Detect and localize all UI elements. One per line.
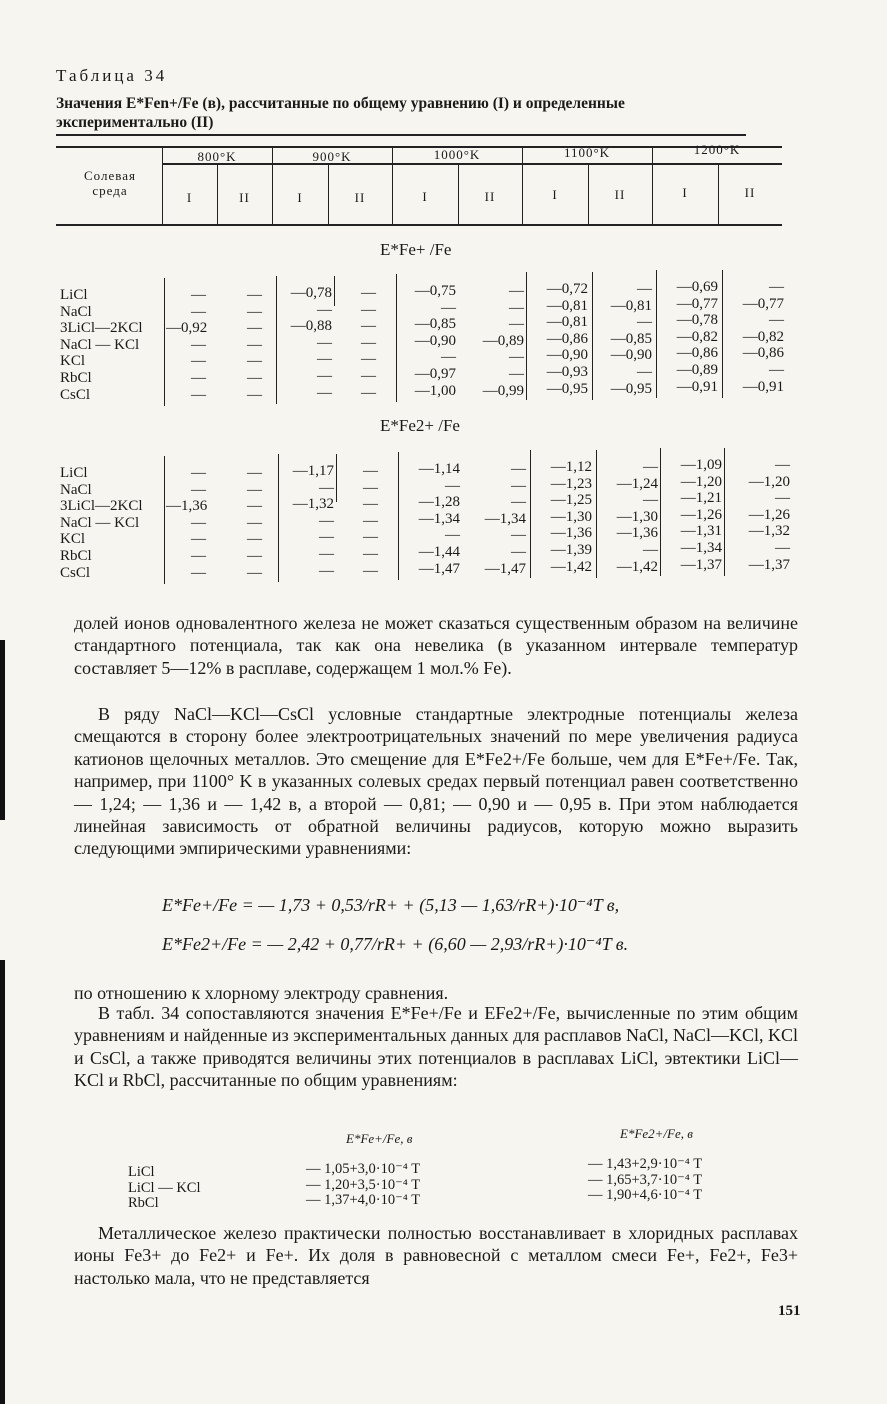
block-equations-fe-plus: — 1,05+3,0·10⁻⁴ T — 1,20+3,5·10⁻⁴ T — 1,37+4,0·10⁻⁴ T — [306, 1161, 421, 1208]
table-title-line: Значения E*Fen+/Fe (в), рассчитанные по общему уравнению (I) и определенные — [56, 95, 625, 112]
scan-edge-shadow — [0, 960, 5, 1404]
value-column: — — —0,92 — — — — — [166, 287, 208, 403]
block-salt-list: LiCl LiCl — KCl RbCl — [128, 1164, 201, 1211]
value-column: —1,12 —1,23 —1,25 —1,30 —1,36 —1,39 —1,42 — [550, 459, 592, 575]
header-line: среда — [92, 183, 128, 198]
header-line: Солевая — [84, 168, 136, 183]
value-column: — —1,20 — —1,26 —1,32 — —1,37 — [748, 457, 790, 573]
scan-edge-shadow — [0, 640, 5, 820]
method-ii-header: II — [484, 189, 496, 204]
page-number: 151 — [778, 1303, 801, 1319]
temp-header: 800°K — [197, 149, 237, 164]
table-rule-header-bottom — [56, 224, 782, 226]
value-column: —0,69 —0,77 —0,78 —0,82 —0,86 —0,89 —0,91 — [676, 279, 718, 395]
salt-list: LiCl NaCl 3LiCl—2KCl NaCl — KCl KCl RbCl CsCl — [60, 287, 143, 403]
block-header-fe2-plus: E*Fe2+/Fe, в — [620, 1126, 693, 1141]
paragraph: В ряду NaCl—KCl—CsCl условные стандартные электродные потенциалы железа смещаются в сторону более электроотрицательных значений по мере увеличения радиуса катионов щелочных металлов. Это смещение для E*Fe2+/Fe больше, чем для E*Fe+/Fe. Так, например, при 1100° K в указанных солевых средах первый потенциал равен соответственно — 1,24; — 1,36 и — 1,42 в, а второй — 0,81; — 0,90 и — 0,95 в. При этом наблюдается линейная зависимость от обратной величины радиусов, которую можно выразить следующими эмпирическими уравнениями: — [74, 704, 798, 859]
value-column: — — — —0,89 — — —0,99 — [482, 283, 524, 399]
method-i-header: I — [186, 190, 193, 205]
salt-column-header — [62, 168, 158, 198]
method-ii-header: II — [744, 185, 756, 200]
paragraph: В табл. 34 сопоставляются значения E*Fe+/Fe и EFe2+/Fe, вычисленные по этим общим уравнениям и найденные из экспериментальных данных для расплавов NaCl, NaCl—KCl, KCl и CsCl, а также приводятся величины этих потенциалов в расплавах LiCl, эвтектики LiCl—KCl и RbCl, рассчитанные по общим уравнениям: — [74, 1003, 798, 1091]
value-column: — — — — — — — — [247, 287, 262, 403]
value-column: — — — —1,34 — — —1,47 — [484, 461, 526, 577]
value-column: — —1,24 — —1,30 —1,36 — —1,42 — [616, 459, 658, 575]
equation-fe2-plus: E*Fe2+/Fe = — 2,42 + 0,77/rR+ + (6,60 — 2,93/rR+)·10⁻⁴T в. — [162, 934, 629, 954]
value-column: — — — — — — — — [361, 285, 376, 401]
value-column: — —0,81 — —0,85 —0,90 — —0,95 — [610, 281, 652, 397]
table-title — [56, 94, 756, 132]
section-title-fe-plus: E*Fe+ /Fe — [380, 240, 452, 259]
paragraph: долей ионов одновалентного железа не может сказаться существенным образом на величине стандартного потенциала, так как она невелика (в указанном интервале температур составляет 5—12% в расплаве, содержащем 1 мол.% Fe). — [74, 613, 798, 678]
value-column: —0,78 — —0,88 — — — — — [290, 285, 332, 401]
method-ii-header: II — [614, 187, 626, 202]
temp-header: 900°K — [312, 149, 352, 164]
value-column: —1,17 — —1,32 — — — — — [292, 463, 334, 579]
table-rule-top — [56, 134, 746, 136]
block-header-fe-plus: E*Fe+/Fe, в — [346, 1131, 413, 1146]
value-column: —1,09 —1,20 —1,21 —1,26 —1,31 —1,34 —1,37 — [680, 457, 722, 573]
value-column: — —0,77 — —0,82 —0,86 — —0,91 — [742, 279, 784, 395]
value-column: —1,14 — —1,28 —1,34 — —1,44 —1,47 — [418, 461, 460, 577]
method-i-header: I — [682, 185, 688, 200]
temp-header: 1200°K — [693, 142, 741, 157]
value-column: —0,75 — —0,85 —0,90 — —0,97 —1,00 — [414, 283, 456, 399]
method-i-header: I — [297, 190, 303, 205]
value-column: —0,72 —0,81 —0,81 —0,86 —0,90 —0,93 —0,95 — [546, 281, 588, 397]
temp-header: 1100°K — [563, 145, 611, 160]
paragraph: по отношению к хлорному электроду сравнения. — [74, 983, 449, 1003]
value-column: — — — — — — — — [247, 465, 262, 581]
section-title-fe2-plus: E*Fe2+ /Fe — [380, 416, 460, 435]
method-i-header: I — [552, 187, 558, 202]
method-i-header: I — [422, 189, 428, 204]
equation-fe-plus: E*Fe+/Fe = — 1,73 + 0,53/rR+ + (5,13 — 1,63/rR+)·10⁻⁴T в, — [162, 895, 620, 915]
method-ii-header: II — [239, 190, 250, 205]
table-title-line: экспериментально (II) — [56, 114, 214, 131]
table-caption: Таблица 34 — [56, 66, 168, 85]
paragraph: Металлическое железо практически полностью восстанавливает в хлоридных расплавах ионы Fe3+ до Fe2+ и Fe+. Их доля в равновесной с металлом смеси Fe+, Fe2+, Fe3+ настолько мала, что не представляется — [74, 1223, 798, 1288]
value-column: — — — — — — — — [363, 463, 378, 579]
block-equations-fe2-plus: — 1,43+2,9·10⁻⁴ T — 1,65+3,7·10⁻⁴ T — 1,90+4,6·10⁻⁴ T — [588, 1156, 703, 1203]
value-column: — — —1,36 — — — — — [166, 465, 208, 581]
temp-header: 1000°K — [433, 147, 481, 162]
salt-list: LiCl NaCl 3LiCl—2KCl NaCl — KCl KCl RbCl CsCl — [60, 465, 143, 581]
method-ii-header: II — [354, 190, 366, 205]
